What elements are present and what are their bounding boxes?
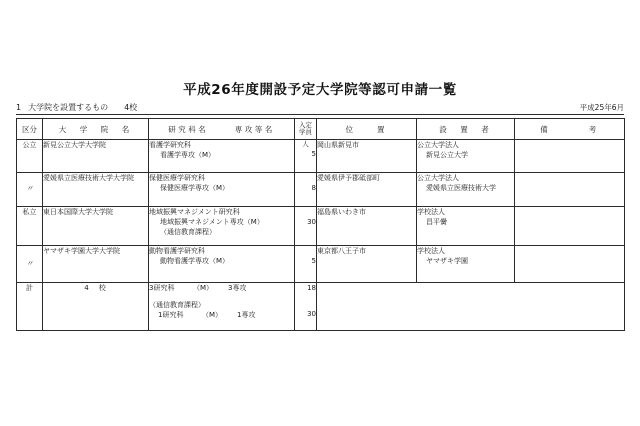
total-type-2: （M） [202, 311, 223, 319]
table-row [17, 173, 625, 207]
cell-biko [515, 207, 625, 246]
cell-teiin [295, 207, 317, 246]
total-line-2 [149, 310, 294, 321]
column-header-biko [515, 119, 625, 140]
cell-teiin [295, 246, 317, 283]
cell-teiin [295, 173, 317, 207]
kenkyuka-name: 保健医療学研究科 [149, 174, 205, 182]
cell-ichi: 岡山県新見市 [317, 140, 417, 173]
column-header-teiin-char2: 員 [305, 128, 312, 136]
column-header-teiin-char1: 定 [305, 121, 312, 130]
cell-setchisha [417, 246, 515, 283]
cell-kubun: 私立 [17, 207, 43, 246]
teiin-unit: 人 [302, 140, 309, 148]
cell-kubun: 〃 [17, 246, 43, 283]
setchisha-name: 愛媛県立医療技術大学 [426, 184, 496, 193]
total-school-number: 4 [84, 284, 90, 292]
table-total-row [17, 283, 625, 331]
column-header-teiin-vertical [306, 122, 313, 136]
column-header-kenkyuka-senkou [149, 119, 295, 140]
table-row [17, 246, 625, 283]
cell-ichi: 東京都八王子市 [317, 246, 417, 283]
cell-daigakuin: 愛媛県立医療技術大学大学院 [43, 173, 149, 207]
kenkyuka-name: 動物看護学研究科 [149, 247, 205, 255]
cell-kubun: 公立 [17, 140, 43, 173]
section-header [16, 101, 624, 115]
cell-total-schools [43, 283, 149, 331]
column-header-kenkyuka: 研究科名 [168, 124, 209, 134]
cell-biko [515, 140, 625, 173]
column-header-setchisha: 設 置 者 [417, 119, 515, 140]
total-type-1: （M） [193, 284, 214, 292]
senkou-name: 動物看護学専攻（M） [160, 257, 230, 266]
cell-teiin [295, 140, 317, 173]
total-kenkyuka-2: 1研究科 [158, 311, 184, 319]
cell-ichi: 福島県いわき市 [317, 207, 417, 246]
table-header-row [17, 119, 625, 140]
cell-total-label: 計 [17, 283, 43, 331]
section-count: 4校 [124, 103, 138, 112]
cell-total-teiin [295, 283, 317, 331]
cell-kubun: 〃 [17, 173, 43, 207]
teiin-value: 8 [311, 184, 316, 192]
column-header-senkou: 専攻等名 [234, 124, 275, 134]
teiin-value: 5 [311, 257, 316, 265]
cell-ichi: 愛媛県伊予郡砥部町 [317, 173, 417, 207]
senkou-name: 保健医療学専攻（M） [160, 184, 230, 193]
column-header-ichi: 位 置 [317, 119, 417, 140]
table-row [17, 140, 625, 173]
setchisha-name: 新見公立大学 [426, 151, 468, 160]
column-header-daigakuin: 大 学 院 名 [43, 119, 149, 140]
column-header-teiin [295, 119, 317, 140]
cell-biko [515, 246, 625, 283]
column-header-nyugaku-char2: 学 [299, 128, 306, 136]
cell-total-empty [317, 283, 625, 331]
senkou-note: （通信教育課程） [160, 228, 216, 237]
cell-kenkyuka [149, 207, 295, 246]
total-senkou-1: 3専攻 [228, 284, 247, 292]
kenkyuka-name: 地域振興マネジメント研究科 [149, 208, 240, 216]
column-header-biko-char1: 備 [540, 124, 551, 134]
total-teiin-1: 18 [307, 284, 316, 292]
senkou-name: 看護学専攻（M） [160, 151, 216, 160]
section-header-left [16, 102, 137, 113]
cell-daigakuin: 東日本国際大学大学院 [43, 207, 149, 246]
kenkyuka-name: 看護学研究科 [149, 141, 191, 149]
senkou-name: 地域振興マネジメント専攻（M） [160, 218, 264, 227]
setchisha-type: 公立大学法人 [417, 141, 459, 149]
total-line-1 [149, 283, 294, 294]
column-header-biko-char2: 考 [588, 124, 599, 134]
total-school-unit: 校 [98, 284, 107, 292]
cell-daigakuin: 新見公立大学大学院 [43, 140, 149, 173]
teiin-value: 5 [311, 150, 316, 159]
document-date: 平成25年6月 [579, 103, 624, 112]
section-label: 大学院を設置するもの [28, 103, 109, 112]
total-kenkyuka-1: 3研究科 [149, 284, 175, 292]
cell-kenkyuka [149, 173, 295, 207]
setchisha-type: 公立大学法人 [417, 174, 459, 182]
setchisha-type: 学校法人 [417, 208, 445, 216]
cell-total-kenkyuka [149, 283, 295, 331]
cell-kenkyuka [149, 246, 295, 283]
applications-table [16, 118, 625, 331]
total-note: （通信教育課程） [149, 300, 205, 309]
cell-setchisha [417, 140, 515, 173]
setchisha-name: ヤマザキ学園 [426, 257, 468, 266]
cell-daigakuin: ヤマザキ学園大学大学院 [43, 246, 149, 283]
section-index: 1 [16, 103, 22, 112]
cell-setchisha [417, 207, 515, 246]
page-title: 平成26年度開設予定大学院等認可申請一覧 [183, 82, 457, 98]
total-senkou-2: 1専攻 [237, 311, 256, 319]
table-row [17, 207, 625, 246]
column-header-nyugaku-char1: 入 [299, 121, 306, 130]
cell-setchisha [417, 173, 515, 207]
column-header-kubun: 区分 [17, 119, 43, 140]
cell-kenkyuka [149, 140, 295, 173]
total-teiin-2: 30 [307, 309, 316, 318]
cell-biko [515, 173, 625, 207]
setchisha-type: 学校法人 [417, 247, 445, 255]
setchisha-name: 昌平黌 [426, 218, 447, 227]
total-teiin-spacer-2 [295, 300, 316, 309]
teiin-value: 30 [307, 218, 316, 226]
